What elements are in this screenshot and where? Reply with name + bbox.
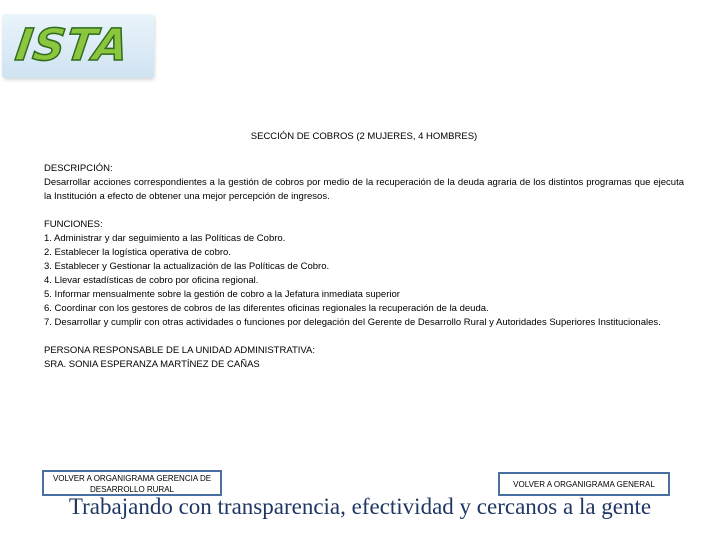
function-item: 4. Llevar estadísticas de cobro por oficina regional. xyxy=(44,275,259,286)
responsible-heading: PERSONA RESPONSABLE DE LA UNIDAD ADMINISTRATIVA: xyxy=(44,345,315,356)
logo-text: ISTA xyxy=(12,20,133,71)
function-item: 3. Establecer y Gestionar la actualización de las Políticas de Cobro. xyxy=(44,261,330,272)
description-block xyxy=(44,162,684,204)
function-item: 1. Administrar y dar seguimiento a las Políticas de Cobro. xyxy=(44,233,286,244)
function-item: 5. Informar mensualmente sobre la gestión de cobro a la Jefatura inmediata superior xyxy=(44,289,400,300)
section-title: SECCIÓN DE COBROS (2 MUJERES, 4 HOMBRES) xyxy=(250,131,478,142)
description-text: Desarrollar acciones correspondientes a la gestión de cobros por medio de la recuperación de la deuda agraria de los distintos programas que ejecuta la Institución a efecto de obtener una mejor percepción de ingresos. xyxy=(44,177,684,202)
description-heading: DESCRIPCIÓN: xyxy=(44,163,113,174)
functions-heading: FUNCIONES: xyxy=(44,219,103,230)
content-body xyxy=(44,162,684,386)
responsible-name: SRA. SONIA ESPERANZA MARTÍNEZ DE CAÑAS xyxy=(44,359,260,370)
ista-logo xyxy=(2,14,154,78)
function-item: 7. Desarrollar y cumplir con otras actividades o funciones por delegación del Gerente de Desarrollo Rural y Autoridades Superiores Institucionales. xyxy=(44,317,661,328)
function-item: 2. Establecer la logística operativa de cobro. xyxy=(44,247,231,258)
back-to-general-org-chart-button[interactable]: VOLVER A ORGANIGRAMA GENERAL xyxy=(498,472,670,496)
functions-block xyxy=(44,218,684,330)
responsible-block xyxy=(44,344,684,372)
back-to-rural-development-org-chart-button[interactable]: VOLVER A ORGANIGRAMA GERENCIA DE DESARROLLO RURAL xyxy=(42,470,222,496)
function-item: 6. Coordinar con los gestores de cobros de las diferentes oficinas regionales la recuperación de la deuda. xyxy=(44,303,489,314)
slogan: Trabajando con transparencia, efectividad y cercanos a la gente xyxy=(68,494,652,519)
